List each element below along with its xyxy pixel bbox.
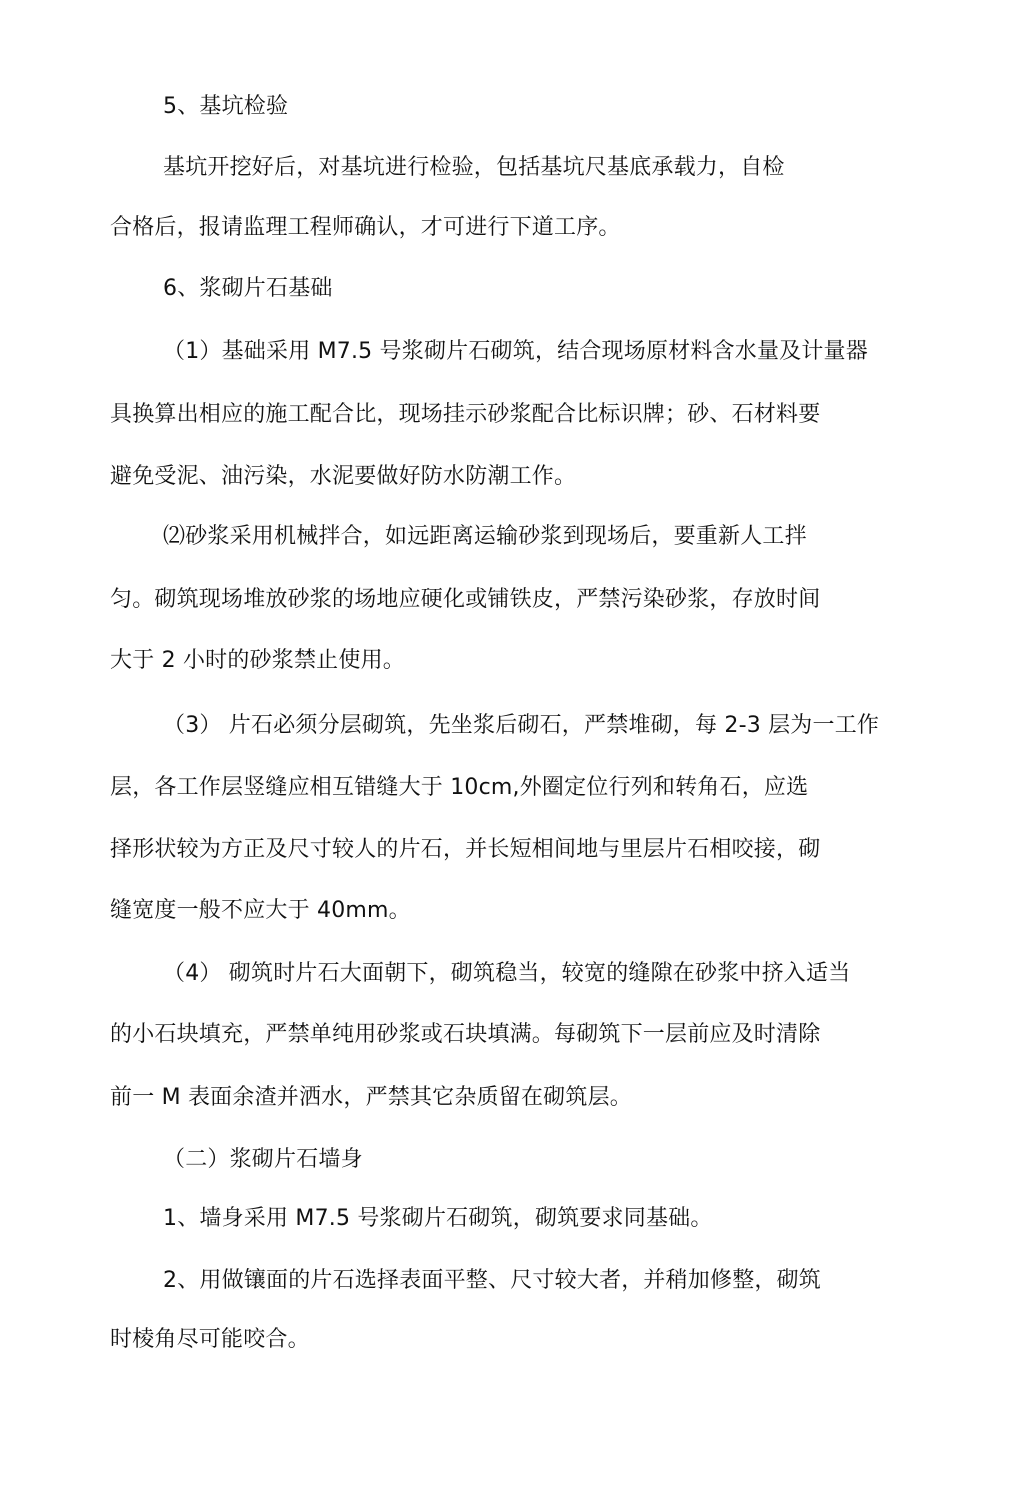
paragraph-line: 前一 M 表面余渣并洒水，严禁其它杂质留在砌筑层。 [110,1085,632,1110]
heading-6-mortar-rubble-foundation: 6、浆砌片石基础 [163,276,333,301]
paragraph-line: 缝宽度一般不应大于 40mm。 [110,898,411,923]
paragraph-line: 择形状较为方正及尺寸较人的片石，并长短相间地与里层片石相咬接，砌 [110,837,821,862]
section-heading-mortar-rubble-wall: （二）浆砌片石墙身 [163,1147,363,1172]
paragraph-line: 大于 2 小时的砂浆禁止使用。 [110,648,405,673]
paragraph-line: 避免受泥、油污染，水泥要做好防水防潮工作。 [110,464,577,489]
paragraph-line: （1）基础采用 M7.5 号浆砌片石砌筑，结合现场原材料含水量及计量器 [163,339,868,364]
paragraph-line: 具换算出相应的施工配合比，现场挂示砂浆配合比标识牌；砂、石材料要 [110,402,821,427]
paragraph-line: 的小石块填充，严禁单纯用砂浆或石块填满。每砌筑下一层前应及时清除 [110,1022,821,1047]
paragraph-line: 时棱角尽可能咬合。 [110,1327,310,1352]
paragraph-line: 基坑开挖好后，对基坑进行检验，包括基坑尺基底承载力，自检 [163,155,785,180]
paragraph-line: （3） 片石必须分层砌筑，先坐浆后砌石，严禁堆砌，每 2-3 层为一工作 [163,713,880,738]
paragraph-line: ⑵砂浆采用机械拌合，如远距离运输砂浆到现场后，要重新人工拌 [163,524,807,549]
paragraph-line: 合格后，报请监理工程师确认，才可进行下道工序。 [110,215,621,240]
paragraph-line: 层，各工作层竖缝应相互错缝大于 10cm,外圈定位行列和转角石，应选 [110,775,809,800]
paragraph-line: 2、用做镶面的片石选择表面平整、尺寸较大者，并稍加修整，砌筑 [163,1268,821,1293]
paragraph-line: （4） 砌筑时片石大面朝下，砌筑稳当，较宽的缝隙在砂浆中挤入适当 [163,961,851,986]
paragraph-line: 1、墙身采用 M7.5 号浆砌片石砌筑，砌筑要求同基础。 [163,1206,713,1231]
heading-5-foundation-pit-inspection: 5、基坑检验 [163,94,289,119]
paragraph-line: 匀。砌筑现场堆放砂浆的场地应硬化或铺铁皮，严禁污染砂浆，存放时间 [110,587,821,612]
